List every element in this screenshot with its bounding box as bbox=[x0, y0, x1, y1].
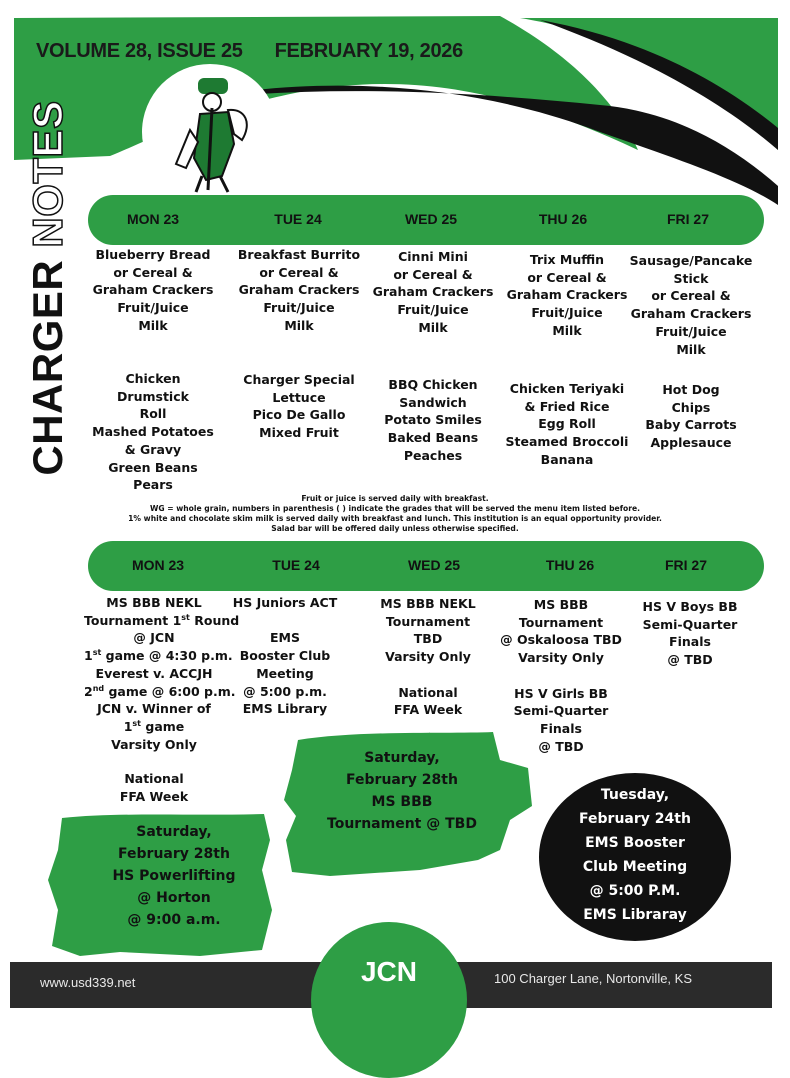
events-fri: HS V Boys BB Semi-Quarter Finals @ TBD bbox=[642, 599, 738, 668]
menu-day-fri: FRI 27 bbox=[666, 211, 709, 227]
title-notes: NOTES bbox=[24, 100, 71, 248]
menu-day-tue: TUE 24 bbox=[274, 211, 322, 227]
events-day-mon: MON 23 bbox=[131, 557, 185, 573]
menu-day-mon: MON 23 bbox=[126, 211, 180, 227]
issue-date: FEBRUARY 19, 2026 bbox=[274, 40, 463, 62]
breakfast-wed: Cinni Mini or Cereal & Graham Crackers Fruit/Juice Milk bbox=[372, 249, 494, 335]
lunch-wed: BBQ Chicken Sandwich Potato Smiles Baked Beans Peaches bbox=[384, 377, 482, 463]
events-tue: HS Juniors ACT EMS Booster Club Meeting @ 5:00 p.m. EMS Library bbox=[232, 595, 338, 717]
lunch-mon: Chicken Drumstick Roll Mashed Potatoes & Gravy Green Beans Pears bbox=[92, 371, 214, 493]
menu-day-bar bbox=[88, 195, 764, 245]
breakfast-mon: Blueberry Bread or Cereal & Graham Crackers Fruit/Juice Milk bbox=[92, 247, 214, 333]
issue-header bbox=[36, 40, 463, 63]
menu-day-wed: WED 25 bbox=[404, 211, 458, 227]
menu-notes bbox=[60, 494, 730, 534]
header-black-swoosh bbox=[190, 86, 778, 205]
title-charger: CHARGER bbox=[24, 247, 71, 476]
lunch-fri: Hot Dog Chips Baby Carrots Applesauce bbox=[645, 382, 737, 451]
newsletter-title bbox=[24, 68, 72, 508]
booster-club-callout: Tuesday, February 24th EMS Booster Club Meeting @ 5:00 P.M. EMS Libraray bbox=[579, 787, 691, 923]
breakfast-fri: Sausage/Pancake Stick or Cereal & Graham Crackers Fruit/Juice Milk bbox=[629, 253, 753, 357]
events-day-thu: THU 26 bbox=[545, 557, 595, 573]
events-wed: MS BBB NEKL Tournament TBD Varsity Only National FFA Week bbox=[380, 596, 476, 718]
note-line: 1% white and chocolate skim milk is served daily with breakfast and lunch. This institution is an equal opportunity provider. bbox=[128, 514, 662, 523]
volume-issue: VOLUME 28, ISSUE 25 bbox=[36, 40, 243, 62]
events-day-wed: WED 25 bbox=[407, 557, 461, 573]
menu-day-thu: THU 26 bbox=[538, 211, 588, 227]
header-banner bbox=[0, 0, 790, 220]
events-day-fri: FRI 27 bbox=[664, 557, 707, 573]
school-address: 100 Charger Lane, Nortonville, KS bbox=[494, 971, 693, 986]
events-thu: MS BBB Tournament @ Oskaloosa TBD Varsity Only HS V Girls BB Semi-Quarter Finals @ TBD bbox=[500, 597, 622, 754]
note-line: Fruit or juice is served daily with breakfast. bbox=[301, 494, 489, 503]
callout-hs-powerlifting: Saturday, February 28th HS Powerlifting @ Horton @ 9:00 a.m. bbox=[112, 824, 236, 928]
lunch-tue: Charger Special Lettuce Pico De Gallo Mixed Fruit bbox=[243, 372, 355, 441]
note-line: WG = whole grain, numbers in parenthesis ( ) indicate the grades that will be served the menu item listed before. bbox=[149, 504, 641, 513]
events-day-tue: TUE 24 bbox=[272, 557, 320, 573]
school-initials: JCN bbox=[360, 956, 417, 987]
breakfast-tue: Breakfast Burrito or Cereal & Graham Crackers Fruit/Juice Milk bbox=[237, 247, 361, 333]
note-line: Salad bar will be offered daily unless otherwise specified. bbox=[271, 524, 519, 533]
callout-ms-bbb: Saturday, February 28th MS BBB Tournament @ TBD bbox=[327, 750, 477, 832]
events-mon: MS BBB NEKL Tournament 1st Round @ JCN 1st game @ 4:30 p.m. Everest v. ACCJH 2nd game @ 6:00 p.m. JCN v. Winner of 1st game Varsity Only National FFA Week bbox=[84, 595, 240, 805]
website-link[interactable]: www.usd339.net bbox=[40, 975, 136, 990]
breakfast-thu: Trix Muffin or Cereal & Graham Crackers Fruit/Juice Milk bbox=[506, 252, 628, 338]
footer-badge bbox=[311, 922, 467, 1078]
charger-knight-mascot-icon bbox=[142, 64, 278, 200]
events-day-bar bbox=[88, 541, 764, 591]
lunch-thu: Chicken Teriyaki & Fried Rice Egg Roll Steamed Broccoli Banana bbox=[505, 381, 629, 467]
